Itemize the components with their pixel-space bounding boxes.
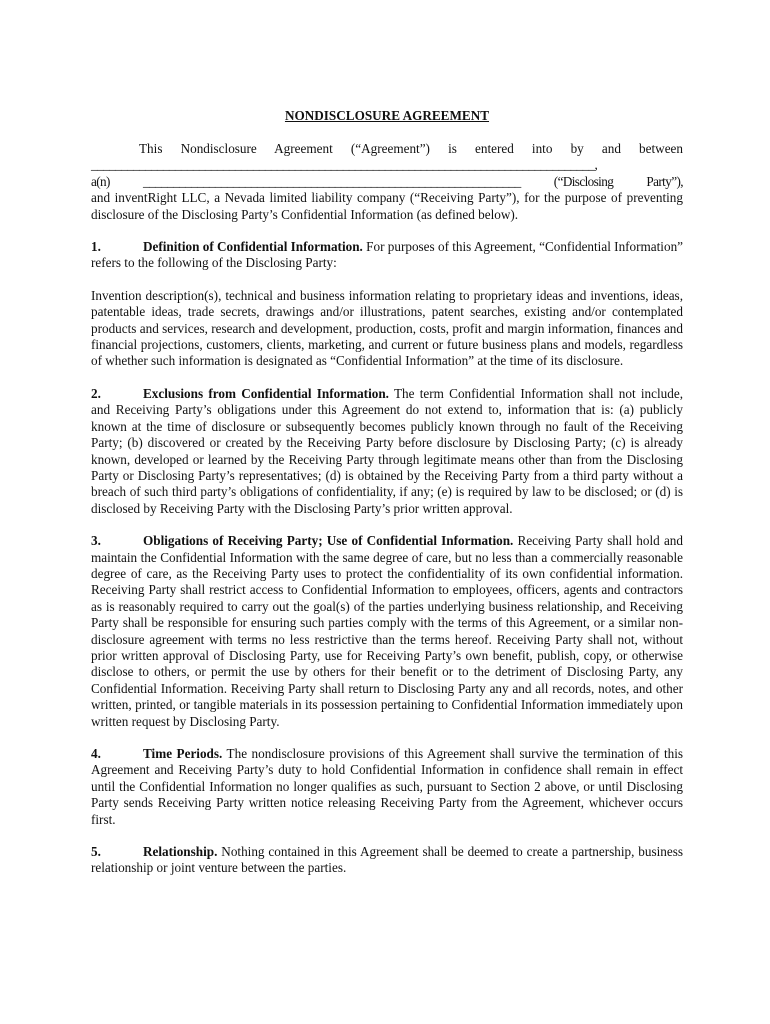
section-heading: Definition of Confidential Information. xyxy=(143,239,363,255)
section-heading: Exclusions from Confidential Information. xyxy=(143,385,389,401)
intro-rest: and inventRight LLC, a Nevada limited liability company (“Receiving Party”), for the purpose of preventing disclosure of the Disclosing Party’s Confidential Information (as defined below). xyxy=(91,190,683,222)
section-number: 2. xyxy=(91,385,101,401)
section-4 xyxy=(91,746,683,828)
section-5 xyxy=(91,844,683,877)
section-heading: Obligations of Receiving Party; Use of Confidential Information. xyxy=(143,533,514,549)
intro-line-1: This Nondisclosure Agreement (“Agreement”) is entered into by and between xyxy=(139,141,683,156)
document-title: NONDISCLOSURE AGREEMENT xyxy=(284,108,490,123)
party-name-blank: ____________________________________________________________________________________, xyxy=(91,157,598,173)
intro-paragraph xyxy=(91,141,683,223)
section-text: Receiving Party shall hold and maintain the Confidential Information with the same degree of care, but no less than a commercially reasonable degree of care, as the Receiving Party uses to protect the confidentiality of its own confidential information. Receiving Party shall restrict access to Confidential Information to employees, officers, agents and contractors as is reasonably required to carry out the goal(s) of the parties underlying business relationship, and Receiving Party shall be responsible for ensuring such parties comply with the terms of this Agreement, or a similar non-disclosure agreement with terms no less restrictive than the terms hereof. Receiving Party shall not, without prior written approval of Disclosing Party, use for Receiving Party’s own benefit, publish, copy, or otherwise disclose to others, or permit the use by others for their benefit or to the detriment of Disclosing Party, any Confidential Information. Receiving Party shall return to Disclosing Party any and all records, notes, and other written, printed, or tangible materials in its possession pertaining to Confidential Information immediately upon written request by Disclosing Party. xyxy=(91,533,683,729)
section-heading: Relationship. xyxy=(143,844,218,860)
party-type-blank: a(n) _______________________________________________________________ (“Disclosing Party”), xyxy=(91,173,683,189)
section-text: Nothing contained in this Agreement shall be deemed to create a partnership, business relationship or joint venture between the parties. xyxy=(91,844,683,876)
section-number: 3. xyxy=(91,533,101,549)
section-number: 5. xyxy=(91,844,101,860)
section-text: The nondisclosure provisions of this Agreement shall survive the termination of this Agreement and Receiving Party’s duty to hold Confidential Information in confidence shall remain in effect until the Confidential Information no longer qualifies as such, pursuant to Section 2 above, or until Disclosing Party sends Receiving Party written notice releasing Receiving Party from the Agreement, whichever occurs first. xyxy=(91,746,684,827)
section-text: Invention description(s), technical and business information relating to proprietary ideas and inventions, ideas, patentable ideas, trade secrets, drawings and/or illustrations, patent searches, existing and/or contemplated products and services, research and development, production, costs, profit and margin information, finances and financial projections, customers, clients, marketing, and current or future business plans and models, regardless of whether such information is designated as “Confidential Information” at the time of its disclosure. xyxy=(91,287,683,369)
section-text: For purposes of this Agreement, “Confidential Information” refers to the following of the Disclosing Party: xyxy=(91,239,684,271)
section-2 xyxy=(91,386,683,517)
section-3 xyxy=(91,533,683,730)
section-text: The term Confidential Information shall not include, and Receiving Party’s obligations under this Agreement do not extend to, information that is: (a) publicly known at the time of disclosure or subsequently becomes publicly known through no fault of the Receiving Party; (b) discovered or created by the Receiving Party before disclosure by Disclosing Party; (c) is already known, developed or learned by the Receiving Party through legitimate means other than from the Disclosing Party or Disclosing Party’s representatives; (d) is obtained by the Receiving Party from a third party without a breach of such third party’s obligations of confidentiality, if any; (e) is required by law to be disclosed; or (d) is disclosed by Receiving Party with the Disclosing Party’s prior written approval. xyxy=(91,385,683,516)
section-1 xyxy=(91,239,683,272)
section-heading: Time Periods. xyxy=(143,746,223,761)
section-1-detail xyxy=(91,288,683,370)
section-number: 4. xyxy=(91,746,101,761)
section-number: 1. xyxy=(91,239,101,255)
